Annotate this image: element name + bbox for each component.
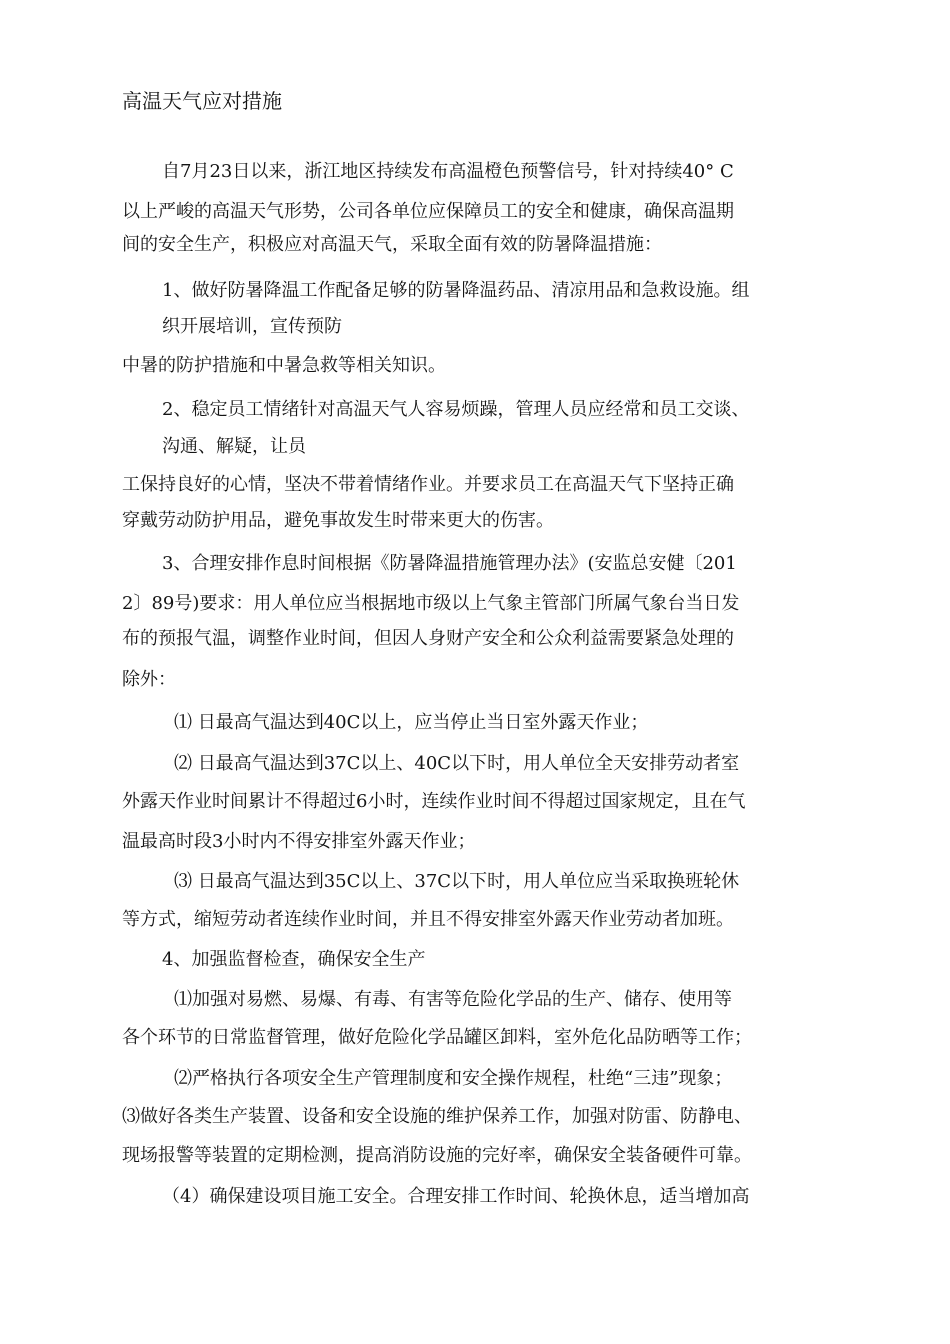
body-line: 1、做好防暑降温工作配备足够的防暑降温药品、清凉用品和急救设施。组: [162, 280, 750, 301]
body-line: ⑵ 日最高气温达到37C以上、40C以下时，用人单位全天安排劳动者室: [174, 753, 740, 774]
body-line: 4、加强监督检查，确保安全生产: [162, 949, 426, 970]
body-line: 布的预报气温，调整作业时间，但因人身财产安全和公众利益需要紧急处理的: [122, 628, 734, 649]
body-line: 穿戴劳动防护用品，避免事故发生时带来更大的伤害。: [122, 510, 554, 531]
body-line: 现场报警等装置的定期检测，提高消防设施的完好率，确保安全装备硬件可靠。: [122, 1145, 752, 1166]
body-line: 温最高时段3小时内不得安排室外露天作业；: [122, 831, 476, 852]
body-line: 自7月23日以来，浙江地区持续发布高温橙色预警信号，针对持续40° C: [162, 161, 734, 182]
body-line: 2〕89号)要求：用人单位应当根据地市级以上气象主管部门所属气象台当日发: [122, 593, 740, 614]
body-line: 以上严峻的高温天气形势，公司各单位应保障员工的安全和健康，确保高温期: [122, 201, 734, 222]
body-line: 各个环节的日常监督管理，做好危险化学品罐区卸料，室外危化品防晒等工作；: [122, 1027, 752, 1048]
body-line: ⑴加强对易燃、易爆、有毒、有害等危险化学品的生产、储存、使用等: [174, 989, 732, 1010]
body-line: 沟通、解疑，让员: [162, 436, 306, 457]
body-line: 3、合理安排作息时间根据《防暑降温措施管理办法》(安监总安健〔201: [162, 553, 737, 574]
body-line: 2、稳定员工情绪针对高温天气人容易烦躁，管理人员应经常和员工交谈、: [162, 399, 750, 420]
document-title: 高温天气应对措施: [122, 89, 282, 113]
body-line: ⑶做好各类生产装置、设备和安全设施的维护保养工作，加强对防雷、防静电、: [122, 1106, 752, 1127]
body-line: ⑴ 日最高气温达到40C以上，应当停止当日室外露天作业；: [174, 712, 649, 733]
body-line: 中暑的防护措施和中暑急救等相关知识。: [122, 355, 446, 376]
body-line: 工保持良好的心情，坚决不带着情绪作业。并要求员工在高温天气下坚持正确: [122, 474, 734, 495]
body-line: ⑶ 日最高气温达到35C以上、37C以下时，用人单位应当采取换班轮休: [174, 871, 740, 892]
body-line: 等方式，缩短劳动者连续作业时间，并且不得安排室外露天作业劳动者加班。: [122, 909, 734, 930]
body-line: （4）确保建设项目施工安全。合理安排工作时间、轮换休息，适当增加高: [162, 1186, 750, 1207]
body-line: 织开展培训，宣传预防: [162, 316, 342, 337]
body-line: 外露天作业时间累计不得超过6小时，连续作业时间不得超过国家规定，且在气: [122, 791, 746, 812]
body-line: 除外：: [122, 669, 176, 690]
body-line: ⑵严格执行各项安全生产管理制度和安全操作规程，杜绝“三违”现象；: [174, 1068, 733, 1089]
body-line: 间的安全生产，积极应对高温天气，采取全面有效的防暑降温措施：: [122, 234, 662, 255]
